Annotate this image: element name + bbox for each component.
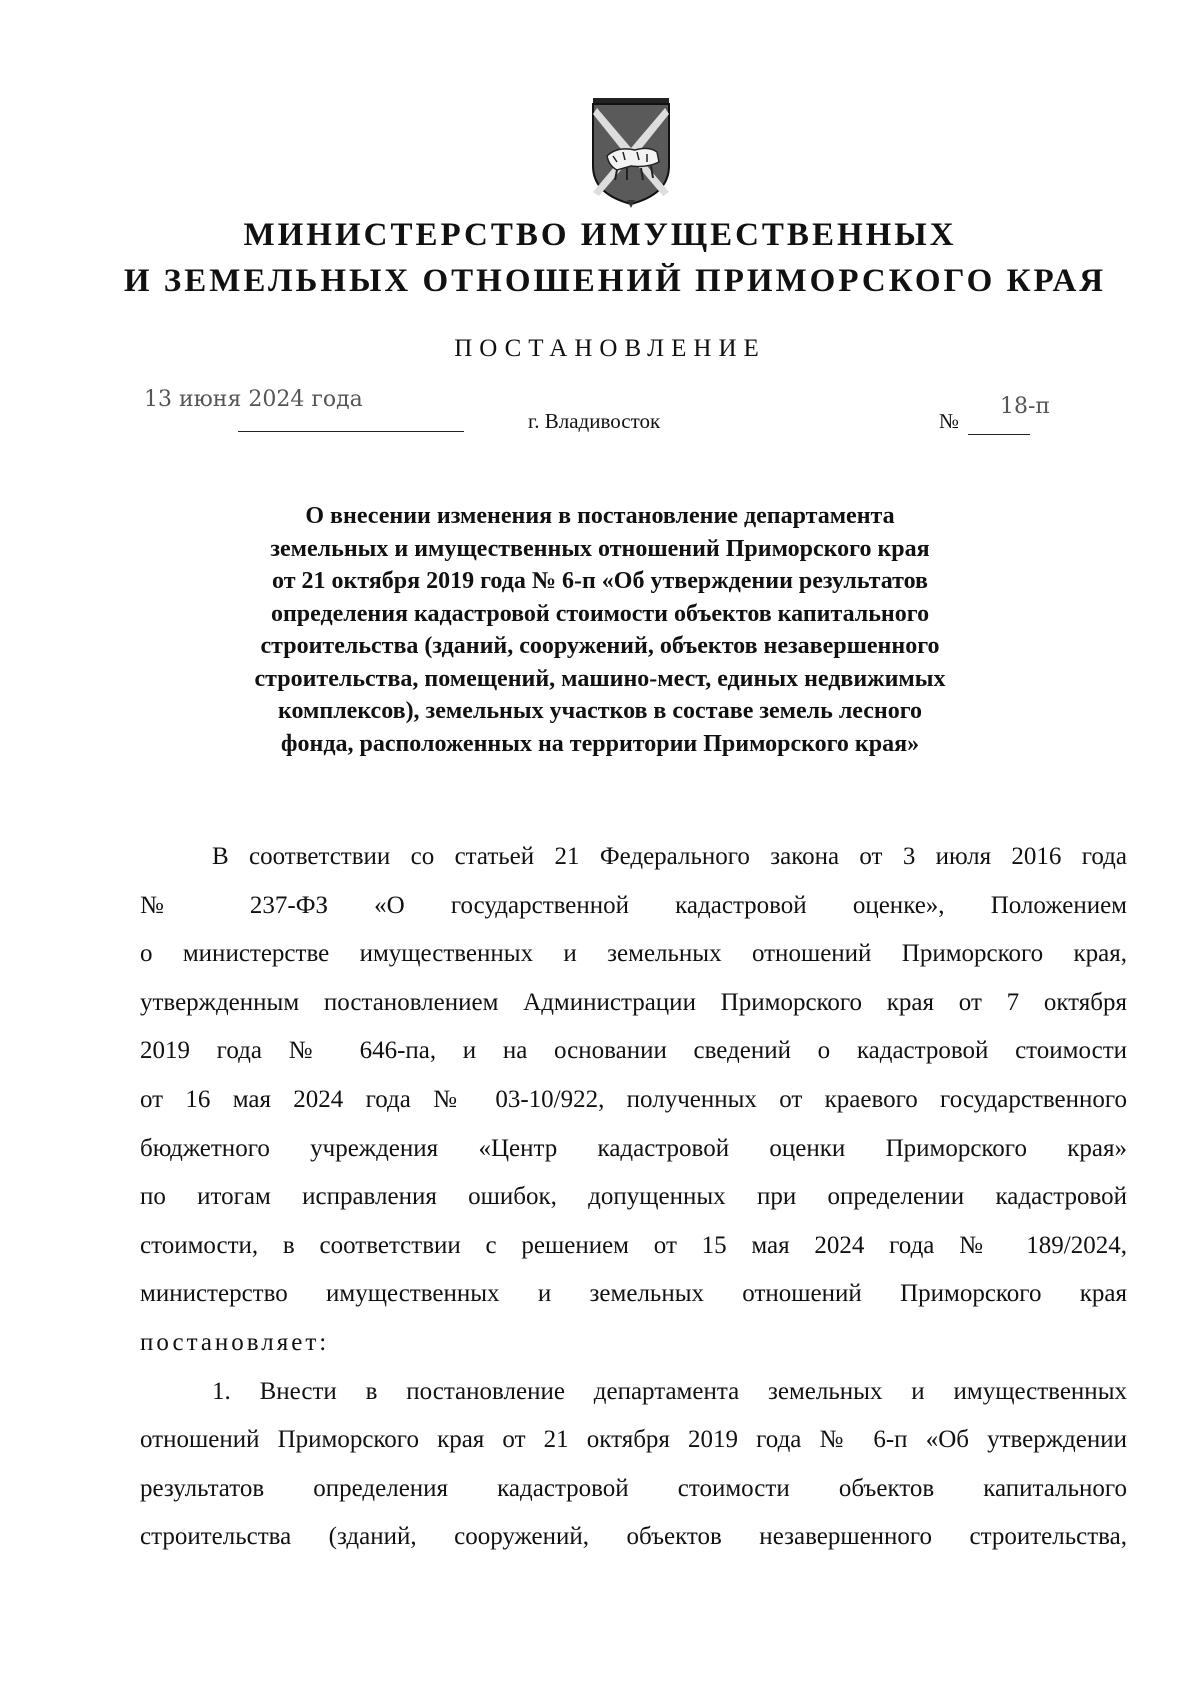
title-line: строительства, помещений, машино-мест, единых недвижимых xyxy=(254,665,946,692)
number-underline xyxy=(968,434,1030,435)
title-line: земельных и имущественных отношений Приморского края xyxy=(270,535,930,562)
body-line: строительства (зданий, сооружений, объектов незавершенного строительства, xyxy=(140,1523,1127,1551)
document-title xyxy=(150,500,1050,760)
ministry-name-line2: И ЗЕМЕЛЬНЫХ ОТНОШЕНИЙ ПРИМОРСКОГО КРАЯ xyxy=(123,263,1107,299)
title-line: от 21 октября 2019 года № 6-п «Об утверждении результатов xyxy=(272,568,928,594)
body-line: по итогам исправления ошибок, допущенных при определении кадастровой xyxy=(140,1183,1127,1211)
number-handwritten: 18-п xyxy=(1000,394,1051,419)
city: г. Владивосток xyxy=(528,409,661,433)
body-line: 1. Внести в постановление департамента земельных и имущественных xyxy=(212,1377,1127,1405)
body-line: о министерстве имущественных и земельных отношений Приморского края, xyxy=(140,940,1127,968)
body-line: утвержденным постановлением Администрации Приморского края от 7 октября xyxy=(140,988,1127,1016)
body-line: бюджетного учреждения «Центр кадастровой оценки Приморского края» xyxy=(140,1134,1127,1162)
body-line: результатов определения кадастровой стоимости объектов капитального xyxy=(140,1474,1127,1502)
body-line: № 237-ФЗ «О государственной кадастровой оценке», Положением xyxy=(140,891,1127,919)
number-label: № xyxy=(939,409,960,433)
body-text xyxy=(140,833,1127,1562)
ministry-name-line1: МИНИСТЕРСТВО ИМУЩЕСТВЕННЫХ xyxy=(243,217,957,253)
date-underline xyxy=(238,431,464,432)
body-line: постановляет: xyxy=(140,1328,330,1356)
document-type: ПОСТАНОВЛЕНИЕ xyxy=(454,335,766,362)
title-line: строительства (зданий, сооружений, объектов незавершенного xyxy=(260,633,940,659)
body-line: от 16 мая 2024 года № 03-10/922, полученных от краевого государственного xyxy=(140,1085,1127,1113)
body-line: 2019 года № 646-па, и на основании сведений о кадастровой стоимости xyxy=(140,1037,1127,1065)
body-line: министерство имущественных и земельных отношений Приморского края xyxy=(140,1280,1127,1308)
body-line: отношений Приморского края от 21 октября 2019 года № 6-п «Об утверждении xyxy=(140,1426,1127,1454)
body-line: стоимости, в соответствии с решением от 15 мая 2024 года № 189/2024, xyxy=(140,1231,1127,1259)
ministry-name xyxy=(0,212,1200,304)
date-handwritten: 13 июня 2024 года xyxy=(144,387,363,412)
title-line: определения кадастровой стоимости объектов капитального xyxy=(270,600,930,627)
body-line: В соответствии со статьей 21 Федерального закона от 3 июля 2016 года xyxy=(212,843,1127,870)
title-line: комплексов), земельных участков в составе земель лесного xyxy=(277,698,923,724)
title-line: фонда, расположенных на территории Приморского края» xyxy=(280,730,920,757)
coat-of-arms-emblem xyxy=(587,96,675,208)
title-line: О внесении изменения в постановление департамента xyxy=(305,503,895,529)
